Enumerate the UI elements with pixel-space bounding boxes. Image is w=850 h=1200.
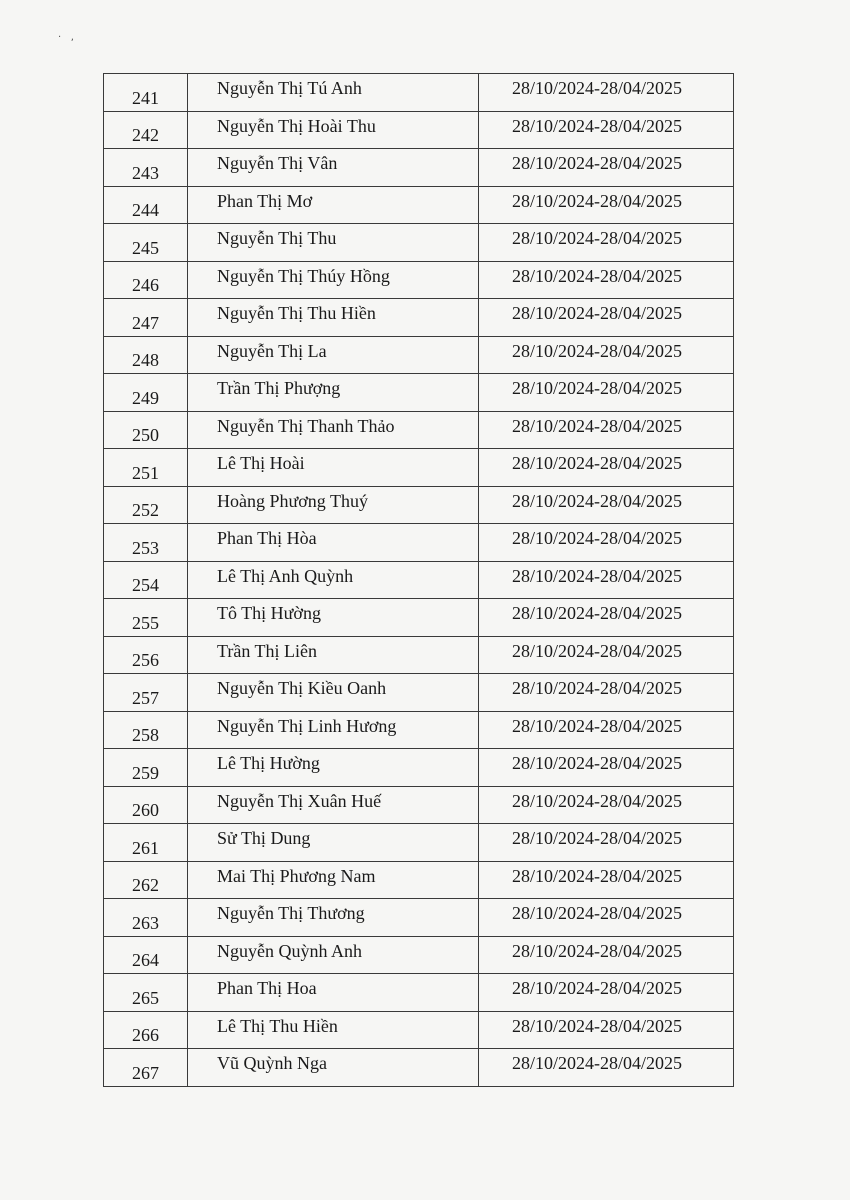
period-cell: 28/10/2024-28/04/2025: [479, 411, 734, 449]
period-cell: 28/10/2024-28/04/2025: [479, 936, 734, 974]
person-name-cell: Nguyễn Thị Thu Hiền: [188, 299, 479, 337]
row-number-cell: 249: [104, 374, 188, 412]
period-cell: 28/10/2024-28/04/2025: [479, 974, 734, 1012]
row-number-cell: 245: [104, 224, 188, 262]
period-cell: 28/10/2024-28/04/2025: [479, 336, 734, 374]
period-cell: 28/10/2024-28/04/2025: [479, 786, 734, 824]
period-cell: 28/10/2024-28/04/2025: [479, 861, 734, 899]
row-number-cell: 248: [104, 336, 188, 374]
row-number-cell: 262: [104, 861, 188, 899]
row-number-cell: 244: [104, 186, 188, 224]
period-cell: 28/10/2024-28/04/2025: [479, 299, 734, 337]
period-cell: 28/10/2024-28/04/2025: [479, 261, 734, 299]
table-row: [104, 411, 734, 449]
period-cell: 28/10/2024-28/04/2025: [479, 111, 734, 149]
table-row: [104, 74, 734, 112]
table-row: [104, 111, 734, 149]
person-name-cell: Phan Thị Hòa: [188, 524, 479, 562]
period-cell: 28/10/2024-28/04/2025: [479, 374, 734, 412]
period-cell: 28/10/2024-28/04/2025: [479, 824, 734, 862]
period-cell: 28/10/2024-28/04/2025: [479, 1049, 734, 1087]
person-name-cell: Trần Thị Liên: [188, 636, 479, 674]
period-cell: 28/10/2024-28/04/2025: [479, 449, 734, 487]
row-number-cell: 257: [104, 674, 188, 712]
person-name-cell: Trần Thị Phượng: [188, 374, 479, 412]
table-row: [104, 749, 734, 787]
person-name-cell: Nguyễn Thị Hoài Thu: [188, 111, 479, 149]
person-name-cell: Lê Thị Hoài: [188, 449, 479, 487]
row-number-cell: 260: [104, 786, 188, 824]
person-name-cell: Vũ Quỳnh Nga: [188, 1049, 479, 1087]
table-row: [104, 224, 734, 262]
table-row: [104, 449, 734, 487]
table-row: [104, 299, 734, 337]
row-number-cell: 242: [104, 111, 188, 149]
row-number-cell: 263: [104, 899, 188, 937]
person-name-cell: Nguyễn Thị Vân: [188, 149, 479, 187]
period-cell: 28/10/2024-28/04/2025: [479, 149, 734, 187]
period-cell: 28/10/2024-28/04/2025: [479, 186, 734, 224]
person-name-cell: Hoàng Phương Thuý: [188, 486, 479, 524]
row-number-cell: 264: [104, 936, 188, 974]
period-cell: 28/10/2024-28/04/2025: [479, 224, 734, 262]
period-cell: 28/10/2024-28/04/2025: [479, 1011, 734, 1049]
person-name-cell: Phan Thị Mơ: [188, 186, 479, 224]
row-number-cell: 267: [104, 1049, 188, 1087]
table-row: [104, 711, 734, 749]
period-cell: 28/10/2024-28/04/2025: [479, 899, 734, 937]
person-name-cell: Sử Thị Dung: [188, 824, 479, 862]
table-row: [104, 374, 734, 412]
person-name-cell: Nguyễn Thị Thanh Thảo: [188, 411, 479, 449]
row-number-cell: 258: [104, 711, 188, 749]
table-row: [104, 599, 734, 637]
table-row: [104, 149, 734, 187]
period-cell: 28/10/2024-28/04/2025: [479, 74, 734, 112]
table-row: [104, 261, 734, 299]
person-name-cell: Tô Thị Hường: [188, 599, 479, 637]
row-number-cell: 261: [104, 824, 188, 862]
row-number-cell: 246: [104, 261, 188, 299]
row-number-cell: 259: [104, 749, 188, 787]
person-name-cell: Nguyễn Thị Tú Anh: [188, 74, 479, 112]
row-number-cell: 251: [104, 449, 188, 487]
row-number-cell: 241: [104, 74, 188, 112]
person-name-cell: Nguyễn Thị Xuân Huế: [188, 786, 479, 824]
person-name-cell: Nguyễn Thị Linh Hương: [188, 711, 479, 749]
period-cell: 28/10/2024-28/04/2025: [479, 636, 734, 674]
table-row: [104, 486, 734, 524]
period-cell: 28/10/2024-28/04/2025: [479, 599, 734, 637]
person-name-cell: Phan Thị Hoa: [188, 974, 479, 1012]
person-name-cell: Lê Thị Thu Hiền: [188, 1011, 479, 1049]
person-name-cell: Nguyễn Quỳnh Anh: [188, 936, 479, 974]
person-name-cell: Nguyễn Thị Thúy Hồng: [188, 261, 479, 299]
row-number-cell: 254: [104, 561, 188, 599]
person-name-cell: Nguyễn Thị La: [188, 336, 479, 374]
row-number-cell: 250: [104, 411, 188, 449]
person-name-cell: Nguyễn Thị Kiều Oanh: [188, 674, 479, 712]
roster-table: [103, 73, 734, 1087]
table-row: [104, 861, 734, 899]
person-name-cell: Nguyễn Thị Thu: [188, 224, 479, 262]
row-number-cell: 256: [104, 636, 188, 674]
period-cell: 28/10/2024-28/04/2025: [479, 486, 734, 524]
row-number-cell: 252: [104, 486, 188, 524]
table-row: [104, 899, 734, 937]
table-row: [104, 974, 734, 1012]
table-row: [104, 524, 734, 562]
period-cell: 28/10/2024-28/04/2025: [479, 674, 734, 712]
period-cell: 28/10/2024-28/04/2025: [479, 749, 734, 787]
person-name-cell: Lê Thị Hường: [188, 749, 479, 787]
table-row: [104, 1049, 734, 1087]
table-row: [104, 1011, 734, 1049]
row-number-cell: 253: [104, 524, 188, 562]
table-row: [104, 824, 734, 862]
person-name-cell: Nguyễn Thị Thương: [188, 899, 479, 937]
scan-speck: · ,: [58, 32, 74, 43]
period-cell: 28/10/2024-28/04/2025: [479, 524, 734, 562]
table-row: [104, 336, 734, 374]
table-row: [104, 636, 734, 674]
row-number-cell: 243: [104, 149, 188, 187]
roster-table-body: [104, 74, 734, 1087]
person-name-cell: Mai Thị Phương Nam: [188, 861, 479, 899]
table-row: [104, 786, 734, 824]
table-row: [104, 674, 734, 712]
period-cell: 28/10/2024-28/04/2025: [479, 711, 734, 749]
table-row: [104, 186, 734, 224]
person-name-cell: Lê Thị Anh Quỳnh: [188, 561, 479, 599]
row-number-cell: 255: [104, 599, 188, 637]
row-number-cell: 265: [104, 974, 188, 1012]
period-cell: 28/10/2024-28/04/2025: [479, 561, 734, 599]
table-row: [104, 936, 734, 974]
row-number-cell: 266: [104, 1011, 188, 1049]
table-row: [104, 561, 734, 599]
row-number-cell: 247: [104, 299, 188, 337]
